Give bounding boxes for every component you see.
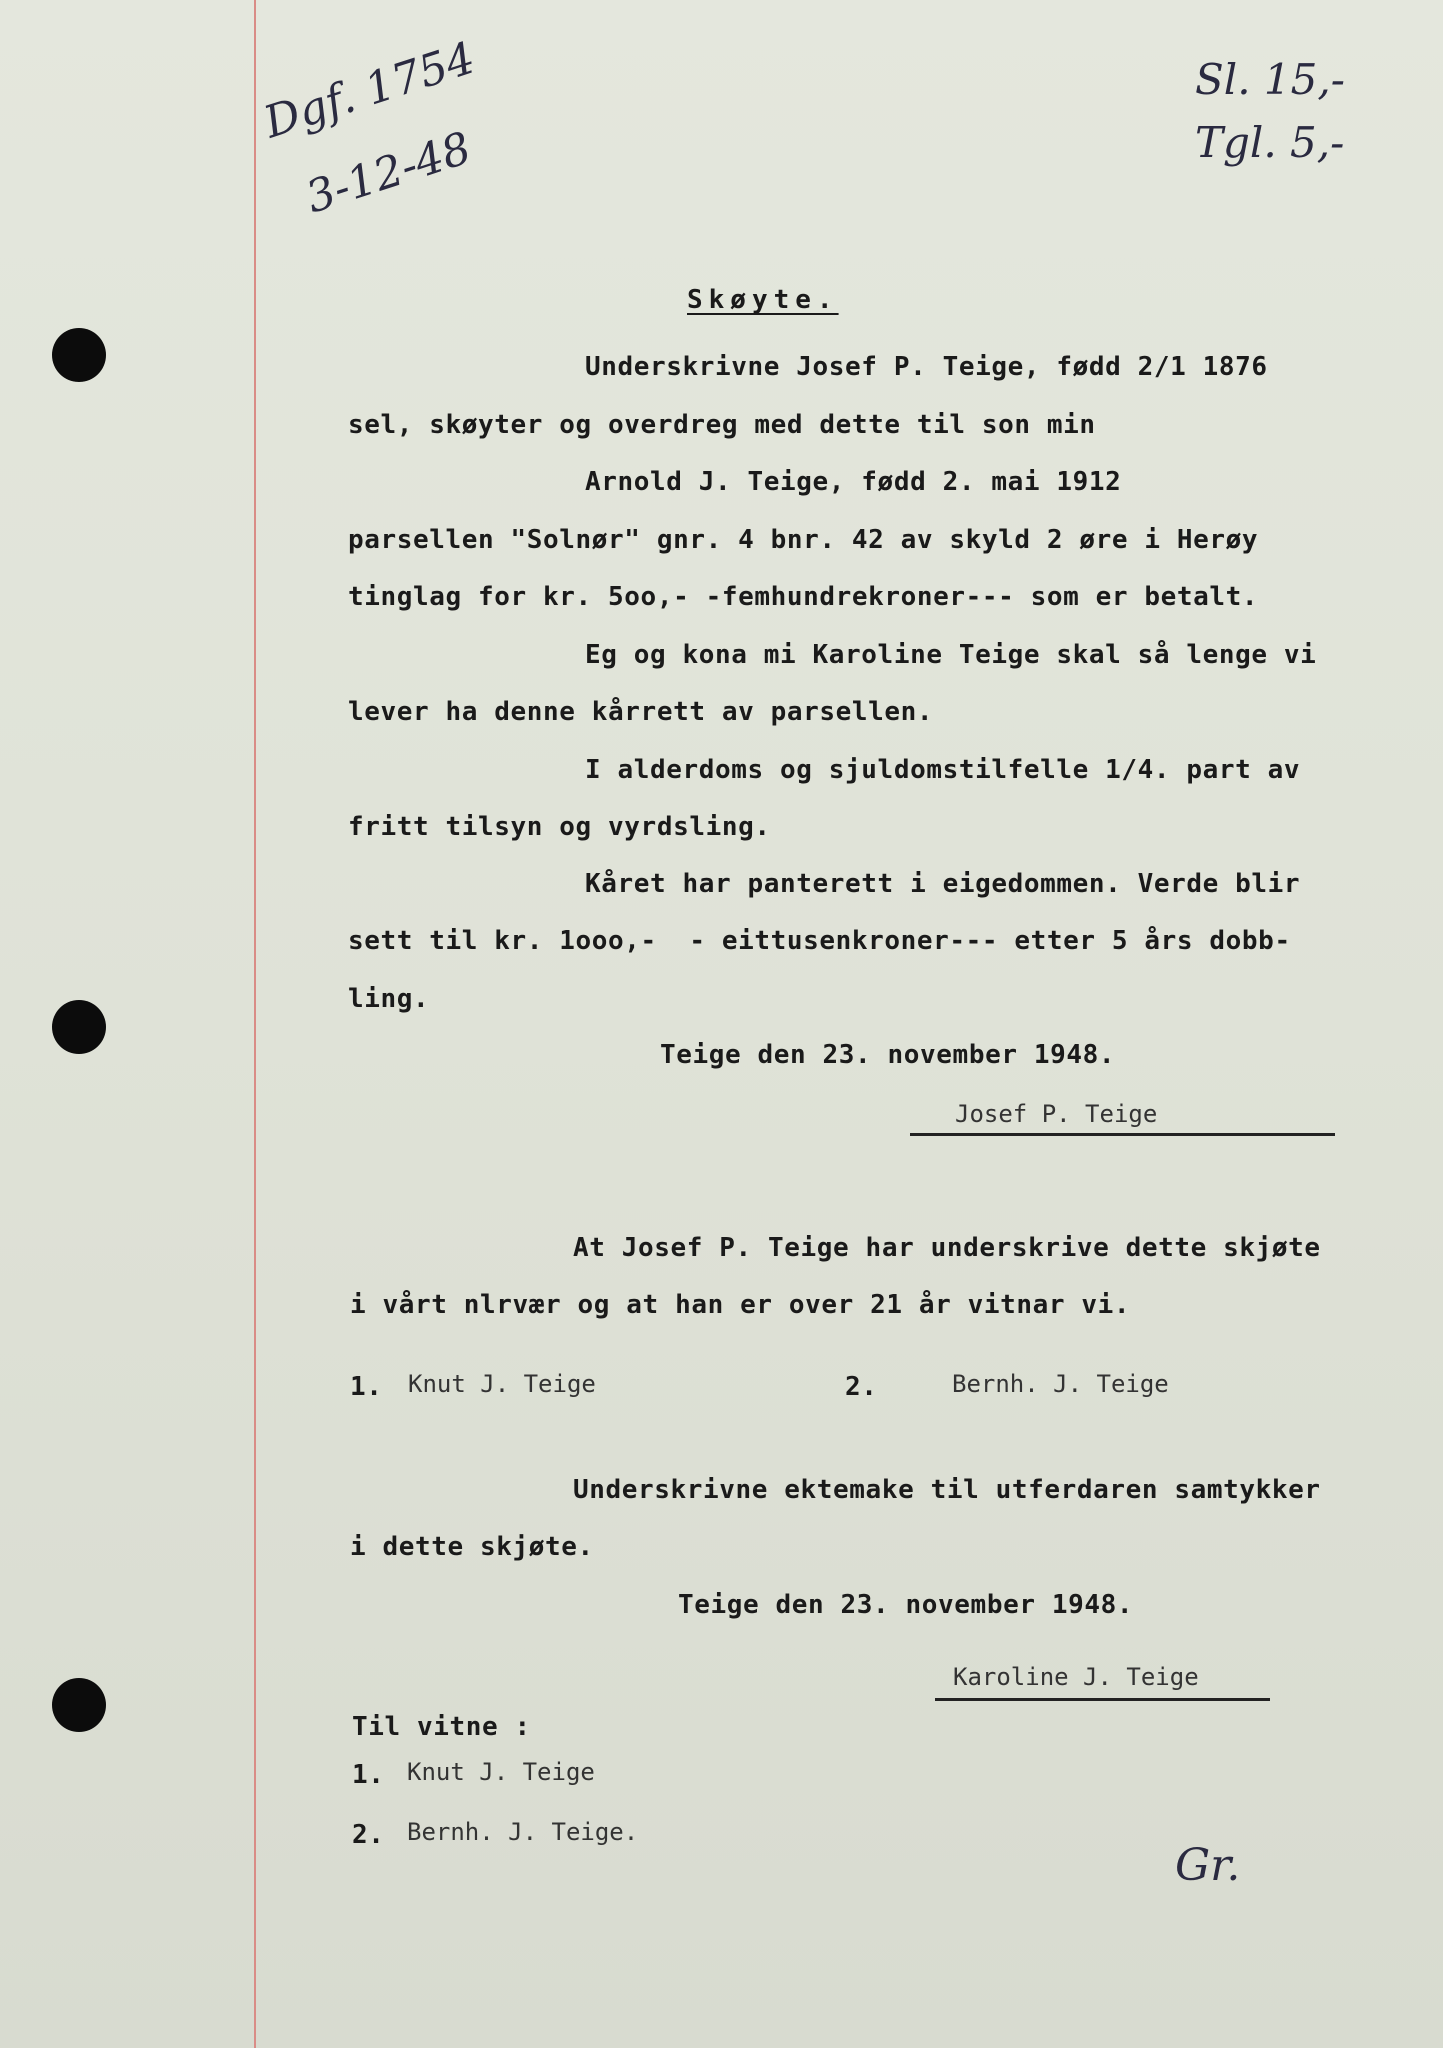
text-line: Underskrivne ektemake til utferdaren samtykker: [573, 1475, 1321, 1505]
place-date-line: Teige den 23. november 1948.: [660, 1040, 1116, 1070]
text-line: ling.: [348, 984, 430, 1014]
text-line: lever ha denne kårrett av parsellen.: [348, 697, 934, 727]
witness-number: 2.: [352, 1820, 385, 1850]
punch-hole: [52, 328, 106, 382]
final-witness-1: Knut J. Teige: [407, 1758, 595, 1786]
text-line: sel, skøyter og overdreg med dette til son min: [348, 410, 1096, 440]
text-line: i vårt nlrvær og at han er over 21 år vitnar vi.: [350, 1290, 1131, 1320]
punch-hole: [52, 1000, 106, 1054]
text-line: i dette skjøte.: [350, 1532, 594, 1562]
witness-number: 2.: [845, 1372, 878, 1402]
text-line: parsellen "Solnør" gnr. 4 bnr. 42 av skyld 2 øre i Herøy: [348, 525, 1259, 555]
witness-heading: Til vitne :: [352, 1712, 531, 1742]
signature-line: [935, 1698, 1270, 1701]
text-line: Arnold J. Teige, fødd 2. mai 1912: [585, 467, 1122, 497]
punch-hole: [52, 1678, 106, 1732]
document-title: Skøyte.: [687, 285, 839, 315]
fee-note-1: Sl. 15,-: [1195, 55, 1345, 104]
witness-1-signature: Knut J. Teige: [408, 1370, 596, 1398]
text-line: Underskrivne Josef P. Teige, fødd 2/1 1876: [585, 352, 1268, 382]
text-line: Eg og kona mi Karoline Teige skal så lenge vi: [585, 640, 1317, 670]
text-line: I alderdoms og sjuldomstilfelle 1/4. part av: [585, 755, 1301, 785]
seller-signature: Josef P. Teige: [955, 1100, 1158, 1128]
registration-date: 3-12-48: [300, 122, 478, 224]
witness-number: 1.: [352, 1760, 385, 1790]
text-line: fritt tilsyn og vyrdsling.: [348, 812, 771, 842]
signature-line: [910, 1133, 1335, 1136]
fee-note-2: Tgl. 5,-: [1195, 118, 1345, 167]
witness-number: 1.: [350, 1372, 383, 1402]
text-line: tinglag for kr. 5oo,- -femhundrekroner--- som er betalt.: [348, 582, 1259, 612]
final-witness-2: Bernh. J. Teige.: [407, 1818, 639, 1846]
witness-2-signature: Bernh. J. Teige: [952, 1370, 1169, 1398]
margin-rule: [254, 0, 256, 2048]
spouse-signature: Karoline J. Teige: [953, 1663, 1199, 1691]
clerk-initials: Gr.: [1175, 1840, 1241, 1891]
place-date-line: Teige den 23. november 1948.: [678, 1590, 1134, 1620]
text-line: Kåret har panterett i eigedommen. Verde blir: [585, 869, 1301, 899]
registration-number: Dgf. 1754: [258, 32, 482, 149]
text-line: sett til kr. 1ooo,- - eittusenkroner--- etter 5 års dobb-: [348, 926, 1291, 956]
text-line: At Josef P. Teige har underskrive dette skjøte: [573, 1233, 1321, 1263]
